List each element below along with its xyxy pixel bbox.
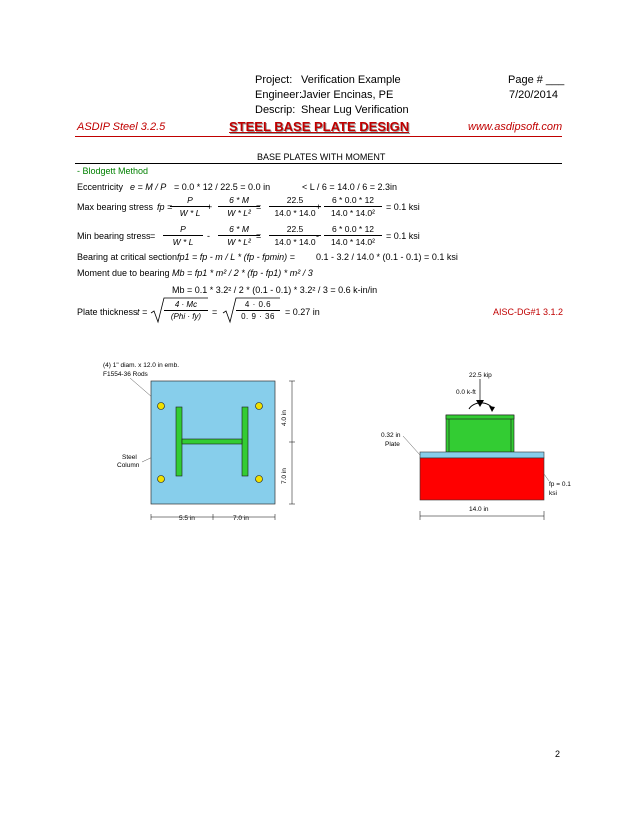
- website-link[interactable]: www.asdipsoft.com: [468, 121, 563, 133]
- project-value: Verification Example: [301, 74, 401, 86]
- thickness-label: Plate thickness: [77, 307, 138, 317]
- max-frac-2: $\frac{6 * M}{\text{W * L²}}$: [218, 195, 260, 218]
- anchor-rod: [256, 403, 263, 410]
- steel-column-label-2: Column: [117, 462, 140, 469]
- thickness-eq: =: [212, 307, 218, 317]
- max-frac-4: $\frac{6 * 0.0 * 12}{\text{14.0 * 14.0²}}$: [324, 195, 382, 218]
- thickness-radicand-1: 4 · Mc (Phi · fy): [164, 300, 208, 321]
- method-heading: - Blodgett Method: [77, 166, 149, 176]
- steel-column-label-1: Steel: [122, 454, 137, 461]
- date: 7/20/2014: [509, 89, 558, 101]
- engineer-label: Engineer:: [255, 89, 303, 101]
- engineer-value: Javier Encinas, PE: [301, 89, 394, 101]
- page-title: STEEL BASE PLATE DESIGN: [229, 119, 410, 134]
- dim-right-upper: 4.0 in: [281, 410, 288, 426]
- bearing-stress-block: [420, 458, 544, 500]
- min-bearing-label: Min bearing stress: [77, 231, 151, 241]
- max-bearing-label: Max bearing stress: [77, 202, 154, 212]
- max-plus-1: +: [207, 202, 213, 212]
- max-frac-1: $\frac{P}{W * L}$: [170, 195, 210, 218]
- rods-note-line1: (4) 1" diam. x 12.0 in emb.: [103, 362, 180, 369]
- min-minus-1: -: [207, 231, 210, 241]
- min-eq-1: =: [150, 231, 156, 241]
- max-result: = 0.1 ksi: [386, 202, 420, 212]
- moment-formula: Mb = fp1 * m² / 2 * (fp - fp1) * m² / 3: [172, 268, 313, 278]
- min-frac-3: $\frac{22.5}{14.0 * 14.0}$: [269, 224, 321, 247]
- min-result: = 0.1 ksi: [386, 231, 420, 241]
- anchor-rod: [256, 476, 263, 483]
- moment-label: Moment due to bearing: [77, 268, 170, 278]
- max-frac-3: $\frac{22.5}{14.0 * 14.0}$: [269, 195, 321, 218]
- min-frac-1: $\frac{P}{W * L}$: [163, 224, 203, 247]
- max-eq: =: [256, 202, 262, 212]
- dim-bottom-left: 5.5 in: [179, 515, 195, 522]
- page-number: 2: [555, 749, 561, 759]
- min-frac-2: $\frac{6 * M}{\text{W * L²}}$: [218, 224, 260, 247]
- project-label: Project:: [255, 74, 293, 86]
- section-title: BASE PLATES WITH MOMENT: [257, 152, 386, 162]
- banner-rule: [75, 136, 562, 137]
- eccentricity-check: < L / 6 = 14.0 / 6 = 2.3in: [302, 182, 397, 192]
- critical-section-label: Bearing at critical section: [77, 252, 178, 262]
- plate-thickness-label-2: Plate: [385, 441, 400, 448]
- base-plate-plan-view: [100, 378, 300, 528]
- min-minus-2: -: [316, 231, 319, 241]
- dim-bottom-right: 7.0 in: [233, 515, 249, 522]
- axial-load-label: 22.5 kip: [469, 372, 492, 379]
- descrip-value: Shear Lug Verification: [301, 104, 409, 116]
- thickness-radicand-2: $\frac{4 \cdot 0.6}{0. 9 \cdot 36}$: [236, 300, 280, 321]
- rods-note-line2: F1554-36 Rods: [103, 371, 148, 378]
- min-eq-2: =: [256, 231, 262, 241]
- bearing-stress-label-2: ksi: [549, 490, 557, 497]
- mb-value: Mb = 0.1 * 3.2² / 2 * (0.1 - 0.1) * 3.2² / 3 = 0.6 k-in/in: [172, 285, 378, 295]
- eccentricity-formula: e = M / P: [130, 182, 167, 192]
- max-fp-symbol: fp =: [157, 202, 173, 212]
- max-plus-2: +: [316, 202, 322, 212]
- eccentricity-value: = 0.0 * 12 / 22.5 = 0.0 in: [174, 182, 271, 192]
- anchor-rod: [158, 403, 165, 410]
- dim-right-lower: 7.0 in: [281, 468, 288, 484]
- column-elevation: [446, 415, 514, 452]
- section-rule: [75, 163, 562, 164]
- page-number-field: Page # ___: [508, 74, 565, 86]
- bearing-stress-label-1: fp = 0.1: [549, 481, 571, 488]
- moment-label-drawing: 0.0 k-ft: [456, 389, 476, 396]
- plate-width-label: 14.0 in: [469, 506, 489, 513]
- app-version: ASDIP Steel 3.2.5: [77, 121, 166, 133]
- base-plate-elevation-view: [380, 370, 555, 520]
- thickness-t: t =: [137, 307, 148, 317]
- anchor-rod: [158, 476, 165, 483]
- critical-section-value: 0.1 - 3.2 / 14.0 * (0.1 - 0.1) = 0.1 ksi: [316, 252, 458, 262]
- reference-code: AISC-DG#1 3.1.2: [493, 307, 564, 317]
- min-frac-4: $\frac{6 * 0.0 * 12}{\text{14.0 * 14.0²}}$: [324, 224, 382, 247]
- thickness-result: = 0.27 in: [285, 307, 320, 317]
- plate-thickness-label-1: 0.32 in: [381, 432, 401, 439]
- critical-section-formula: fp1 = fp - m / L * (fp - fpmin) =: [177, 252, 295, 262]
- plate-elevation: [420, 452, 544, 458]
- eccentricity-label: Eccentricity: [77, 182, 124, 192]
- descrip-label: Descrip:: [255, 104, 296, 116]
